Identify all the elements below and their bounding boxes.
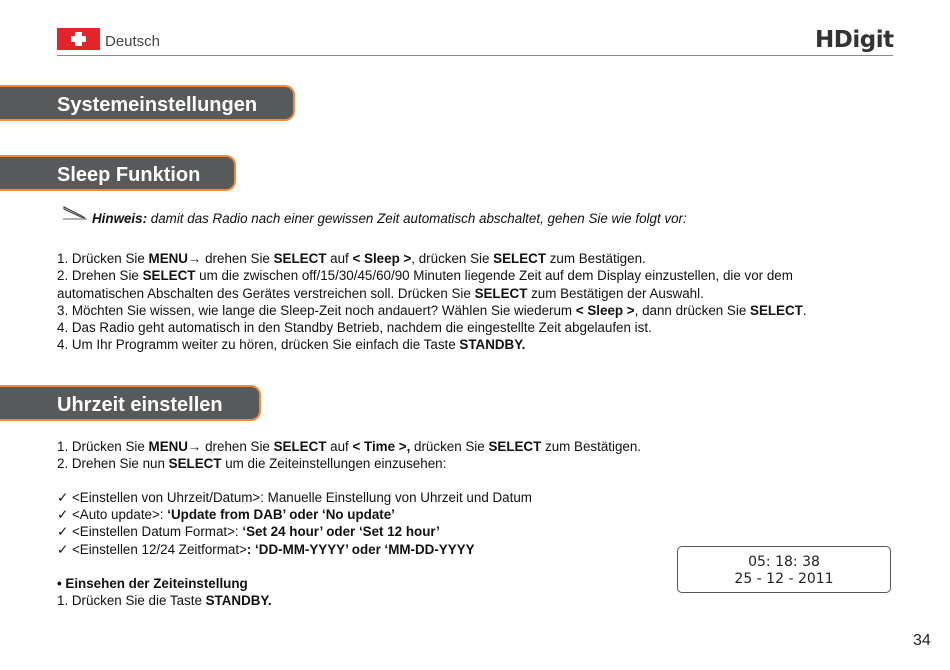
pen-icon [62,204,88,220]
display-date: 25 - 12 - 2011 [734,571,834,587]
swiss-flag-icon [57,28,100,50]
sleep-step: automatischen Abschalten des Gerätes verstreichen soll. Drücken Sie SELECT zum Bestätigen der Auswahl. [57,286,704,301]
time-step: 1. Drücken Sie MENU→ drehen Sie SELECT auf < Time >, drücken Sie SELECT zum Bestätigen. [57,439,642,454]
checklist-item: ✓ <Einstellen Datum Format>: ‘Set 24 hour’ oder ‘Set 12 hour’ [57,524,440,539]
page-number: 34 [913,632,931,649]
sleep-step: 3. Möchten Sie wissen, wie lange die Sleep-Zeit noch andauert? Wählen Sie wiederum < Sleep >, dann drücken Sie SELECT. [57,303,807,318]
section-title-time: Uhrzeit einstellen [0,385,261,421]
sleep-step: 1. Drücken Sie MENU→ drehen Sie SELECT auf < Sleep >, drücken Sie SELECT zum Bestätigen. [57,251,646,266]
checklist-item: ✓ <Einstellen von Uhrzeit/Datum>: Manuelle Einstellung von Uhrzeit und Datum [57,490,532,505]
sleep-step: 4. Um Ihr Programm weiter zu hören, drücken Sie einfach die Taste STANDBY. [57,337,526,352]
language-label: Deutsch [105,33,161,50]
sleep-step: 2. Drehen Sie SELECT um die zwischen off/15/30/45/60/90 Minuten liegende Zeit auf dem Display einzustellen, die vor dem [57,268,793,283]
section-title-system: Systemeinstellungen [0,85,295,121]
section-title-sleep: Sleep Funktion [0,155,236,191]
sleep-note: Hinweis: damit das Radio nach einer gewissen Zeit automatisch abschaltet, gehen Sie wie folgt vor: [92,211,687,226]
view-heading: • Einsehen der Zeiteinstellung [57,576,248,591]
display-time: 05: 18: 38 [748,554,820,570]
checklist-item: ✓ <Auto update>: ‘Update from DAB’ oder ‘No update’ [57,507,395,522]
brand-logo: HDigit [815,27,894,53]
view-step-line: 1. Drücken Sie die Taste STANDBY. [57,593,272,608]
clock-display [677,546,891,593]
checklist-item: ✓ <Einstellen 12/24 Zeitformat>: ‘DD-MM-YYYY’ oder ‘MM-DD-YYYY [57,542,475,557]
sleep-step: 4. Das Radio geht automatisch in den Standby Betrieb, nachdem die eingestellte Zeit abgelaufen ist. [57,320,652,335]
header-divider [57,55,893,56]
time-step: 2. Drehen Sie nun SELECT um die Zeiteinstellungen einzusehen: [57,456,447,471]
